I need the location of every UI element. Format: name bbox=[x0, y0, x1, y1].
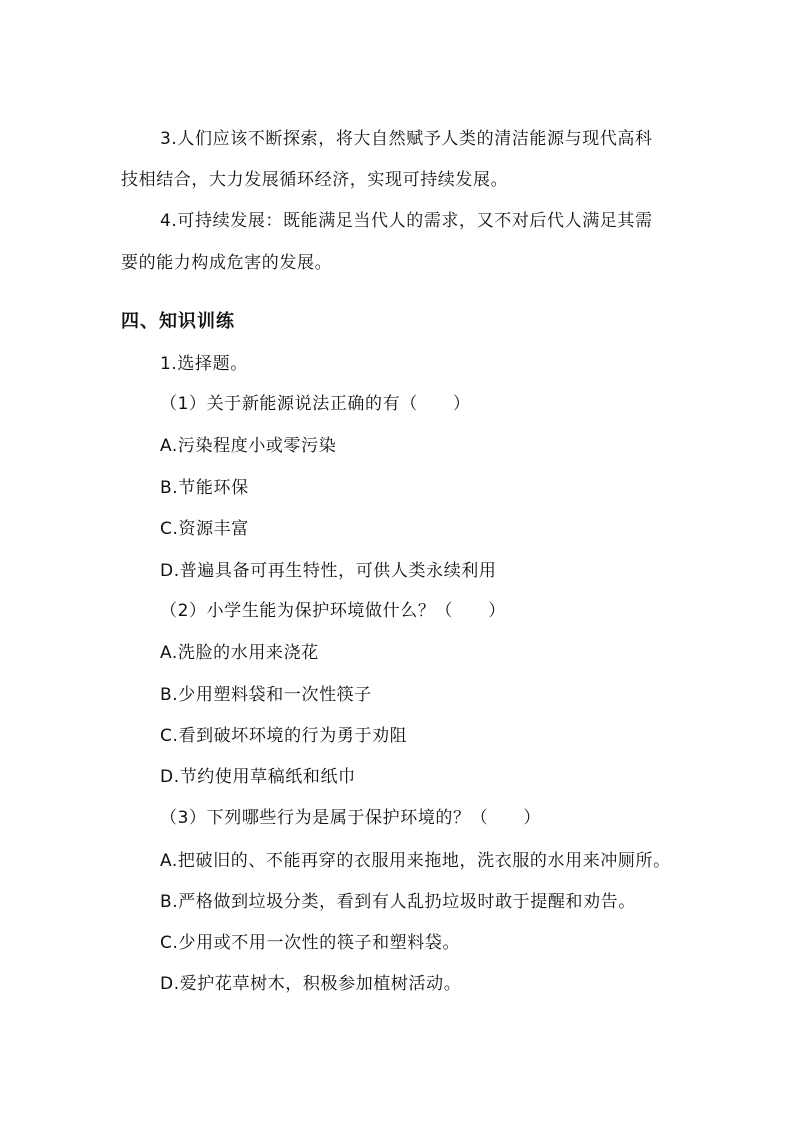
paragraph-3-line-2: 技相结合，大力发展循环经济，实现可持续发展。 bbox=[121, 170, 509, 190]
question-3-stem: （3）下列哪些行为是属于保护环境的？（ ） bbox=[160, 808, 542, 828]
question-1-option-d: D.普遍具备可再生特性，可供人类永续利用 bbox=[160, 561, 497, 581]
question-1-option-c: C.资源丰富 bbox=[160, 519, 249, 539]
question-2-stem: （2）小学生能为保护环境做什么？（ ） bbox=[160, 601, 506, 621]
question-3-option-d: D.爱护花草树木，积极参加植树活动。 bbox=[160, 974, 462, 994]
question-1-option-b: B.节能环保 bbox=[160, 478, 249, 498]
question-2-option-c: C.看到破坏环境的行为勇于劝阻 bbox=[160, 726, 408, 746]
question-2-option-b: B.少用塑料袋和一次性筷子 bbox=[160, 685, 372, 705]
question-3-option-c: C.少用或不用一次性的筷子和塑料袋。 bbox=[160, 933, 461, 953]
question-1-stem: （1）关于新能源说法正确的有（ ） bbox=[160, 394, 471, 414]
question-3-option-b: B.严格做到垃圾分类，看到有人乱扔垃圾时敢于提醒和劝告。 bbox=[160, 892, 636, 912]
section-intro: 1.选择题。 bbox=[160, 354, 248, 374]
question-2-option-d: D.节约使用草稿纸和纸巾 bbox=[160, 767, 356, 787]
question-3-option-a: A.把破旧的、不能再穿的衣服用来拖地，洗衣服的水用来冲厕所。 bbox=[160, 851, 671, 871]
section-heading: 四、知识训练 bbox=[121, 311, 235, 332]
paragraph-4-line-1: 4.可持续发展：既能满足当代人的需求，又不对后代人满足其需 bbox=[160, 211, 653, 231]
paragraph-3-line-1: 3.人们应该不断探索，将大自然赋予人类的清洁能源与现代高科 bbox=[160, 129, 653, 149]
question-2-option-a: A.洗脸的水用来浇花 bbox=[160, 643, 319, 663]
paragraph-4-line-2: 要的能力构成危害的发展。 bbox=[121, 253, 333, 273]
question-1-option-a: A.污染程度小或零污染 bbox=[160, 436, 337, 456]
